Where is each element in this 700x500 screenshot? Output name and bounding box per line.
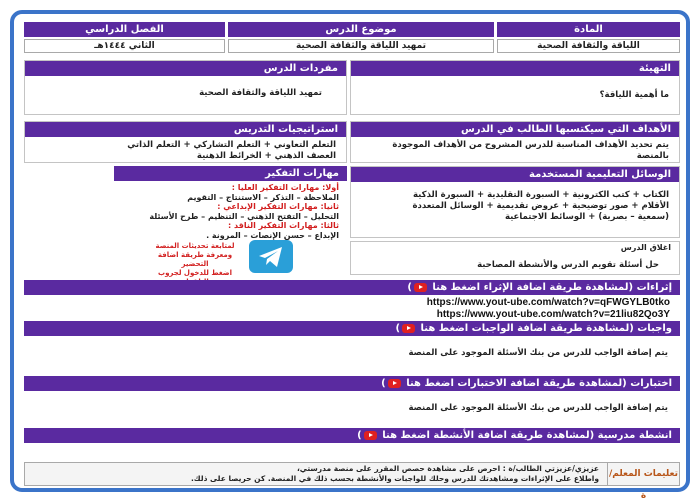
- subject-label: المادة: [497, 22, 680, 37]
- enrichment-link-2[interactable]: https://www.yout-ube.com/watch?v=21liu82Qo3Y: [436, 309, 670, 320]
- resources-line3: (سمعية – بصرية) + الوسائط الاجتماعية: [504, 212, 669, 222]
- closing-box: [350, 241, 680, 275]
- resources-line2: الأقلام + صور توضيحية + عروض تقديمية + الوسائل المتعددة: [412, 201, 669, 211]
- goals-text: يتم تحديد الأهداف المناسبة للدرس المشروح من الأهداف الموجودة بالمنصة: [392, 140, 669, 161]
- strategies-line1: التعلم التعاوني + التعلم التشاركي + التعلم الذاتي: [127, 140, 336, 150]
- thinking-box: [114, 166, 347, 238]
- subject-value: اللياقة والثقافة الصحية: [497, 39, 680, 53]
- tests-title-bar[interactable]: اختبارات (لمشاهدة طريقة اضافة الاختبارات اضغط هنا ): [24, 376, 680, 391]
- closing-text: حل أسئلة تقويم الدرس والأنشطة المصاحبة: [477, 260, 659, 270]
- teacher-label: تعليمات المعلم/ة: [607, 463, 679, 485]
- thinking-h3: ثالثا: مهارات التفكير الناقد :: [228, 221, 339, 230]
- enrichment-title-bar[interactable]: إثراءات (لمشاهدة طريقة اضافة الإثراء اضغط هنا ): [24, 280, 680, 295]
- vocab-box: [24, 60, 347, 115]
- strategies-box: [24, 121, 347, 163]
- intro-title: التهيئة: [351, 61, 679, 76]
- thinking-l2: التحليل – التفتح الذهني – التنظيم – طرح الأسئلة: [149, 211, 339, 221]
- youtube-icon[interactable]: [402, 324, 415, 333]
- teacher-row: [24, 462, 680, 500]
- tests-text: يتم إضافة الواجب للدرس من بنك الأسئلة الموجود على المنصة: [408, 403, 668, 413]
- youtube-icon[interactable]: [414, 283, 427, 292]
- youtube-icon[interactable]: [364, 431, 377, 440]
- teacher-line1: عزيزي/عزيزتي الطالب/ة : احرص على مشاهدة حصص المقرر على منصة مدرستي،: [296, 464, 599, 473]
- resources-title: الوسائل التعليمية المستخدمة: [351, 167, 679, 182]
- enrichment-section: [24, 280, 680, 320]
- telegram-icon[interactable]: [249, 240, 293, 273]
- activities-title-bar[interactable]: انشطة مدرسية (لمشاهدة طريقة اضافة الأنشطة اضغط هنا ): [24, 428, 680, 443]
- strategies-title: استراتيجيات التدريس: [25, 122, 346, 137]
- thinking-h2: ثانيا: مهارات التفكير الإبداعي :: [217, 202, 339, 211]
- telegram-line1: لمتابعة تحديثات المنصة: [155, 242, 235, 250]
- vocab-text: تمهيد اللياقة والثقافة الصحية: [199, 88, 322, 98]
- homework-title: واجبات (لمشاهدة طريقة اضافة الواجبات اضغط هنا: [420, 323, 672, 334]
- intro-box: [350, 60, 680, 115]
- term-value: الثاني ١٤٤٤هـ: [24, 39, 225, 53]
- term-label: الفصل الدراسي: [24, 22, 225, 37]
- tests-section: [24, 376, 680, 426]
- activities-section: [24, 428, 680, 458]
- enrichment-link-1[interactable]: https://www.yout-ube.com/watch?v=qFWGYLB0tko: [426, 297, 670, 308]
- enrichment-title: إثراءات (لمشاهدة طريقة اضافة الإثراء اضغط هنا: [432, 282, 672, 293]
- homework-text: يتم إضافة الواجب للدرس من بنك الأسئلة الموجود على المنصة: [408, 348, 668, 358]
- intro-text: ما أهمية اللياقة؟: [599, 90, 669, 100]
- telegram-line2: ومعرفة طريقة اضافة التحضير: [157, 251, 233, 268]
- youtube-icon[interactable]: [388, 379, 401, 388]
- strategies-line2: العصف الذهني + الخرائط الذهنية: [196, 151, 336, 161]
- thinking-title: مهارات التفكير: [114, 166, 347, 181]
- homework-section: [24, 321, 680, 371]
- vocab-title: مفردات الدرس: [25, 61, 346, 76]
- homework-title-bar[interactable]: واجبات (لمشاهدة طريقة اضافة الواجبات اضغط هنا ): [24, 321, 680, 336]
- thinking-l3: الإبداع – حسن الإنصات – المرونة .: [206, 230, 339, 240]
- closing-title: اغلاق الدرس: [351, 242, 679, 254]
- goals-box: [350, 121, 680, 163]
- activities-title: انشطة مدرسية (لمشاهدة طريقة اضافة الأنشطة اضغط هنا: [382, 430, 672, 441]
- resources-box: [350, 166, 680, 238]
- lesson-label: موضوع الدرس: [228, 22, 494, 37]
- lesson-value: تمهيد اللياقة والثقافة الصحية: [228, 39, 494, 53]
- thinking-h1: أولا: مهارات التفكير العليا :: [231, 183, 339, 192]
- goals-title: الأهداف التي سيكتسبها الطالب في الدرس: [351, 122, 679, 137]
- telegram-line3: اضغط للدخول لجروب: [158, 269, 232, 277]
- tests-title: اختبارات (لمشاهدة طريقة اضافة الاختبارات اضغط هنا: [406, 378, 672, 389]
- teacher-line2: واطلاع على الإثراءات ومشاهدتك للدرس وحلك للواجبات والأنشطة بحسب ذلك في المنصة. كن حريصا على ذلك.: [190, 474, 599, 483]
- resources-line1: الكتاب + كتب الكترونية + السبورة التقليدية + السبورة الذكية: [413, 190, 669, 200]
- thinking-l1: الملاحظة – التذكر – الاستنتاج – التقويم: [187, 192, 339, 202]
